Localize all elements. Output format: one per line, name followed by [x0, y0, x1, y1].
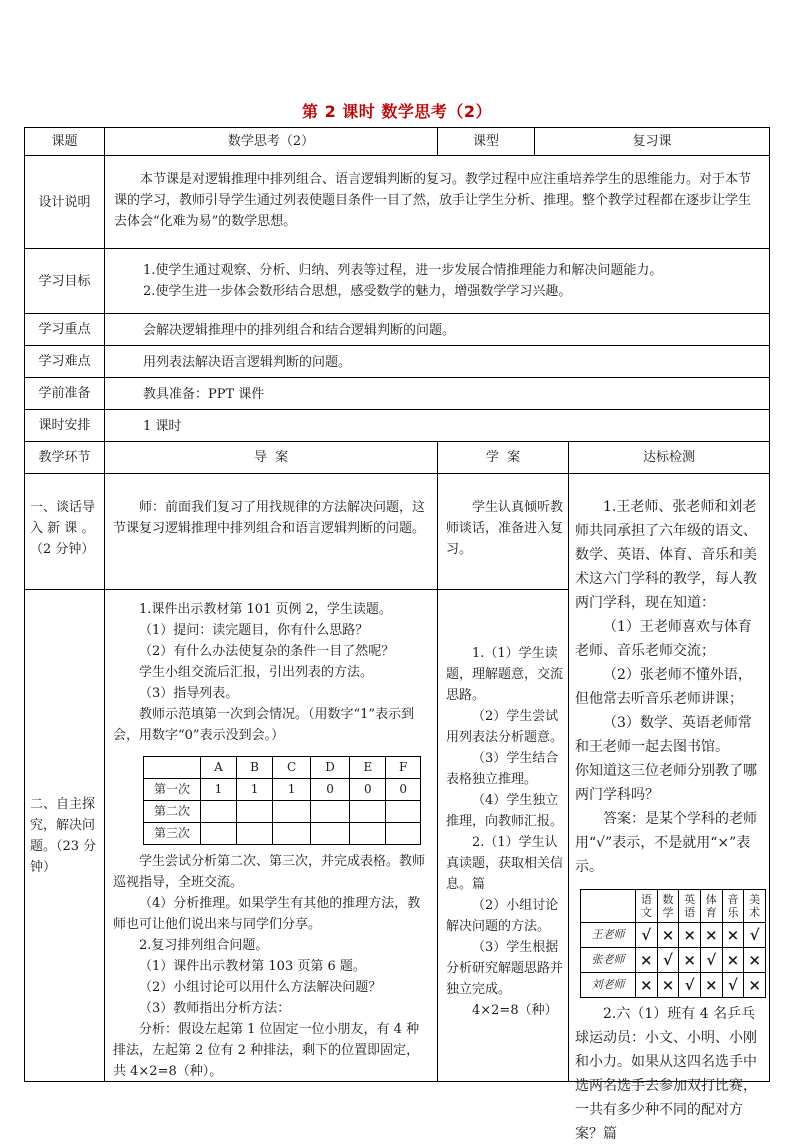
teacher-table-corner	[581, 890, 636, 923]
attendance-cell	[236, 801, 272, 823]
teacher-row-wang	[581, 923, 766, 948]
subject-english: 英语	[679, 890, 701, 923]
attendance-cell	[386, 801, 421, 823]
attendance-corner	[144, 757, 201, 779]
mark-cell: ×	[636, 948, 658, 973]
attendance-cell	[310, 801, 349, 823]
mark-cell: √	[744, 923, 766, 948]
key-label-cell	[24, 313, 105, 346]
type-label: 课型	[472, 134, 499, 149]
section2-stage: 二、自主探究，解决问题。（23 分钟）	[30, 796, 97, 875]
section2-study-cell	[437, 589, 569, 1082]
teacher-table-header	[581, 890, 766, 923]
section1-stage-cell	[24, 473, 105, 590]
check-cell	[568, 473, 770, 1142]
mark-cell: ×	[722, 948, 744, 973]
study-line-4: （4）学生独立推理，向教师汇报。	[446, 793, 564, 829]
check-q2: 2.六（1）班有 4 名乒乓球运动员：小文、小明、小刚和小力。如果从这四名选手中选两名选手去参加双打比赛，一共有多少种不同的配对方案？篇	[575, 1006, 757, 1142]
topic-label-cell	[24, 127, 105, 156]
teacher-name: 刘老师	[581, 973, 636, 998]
teacher-name: 张老师	[581, 948, 636, 973]
prep-text-cell	[104, 377, 770, 410]
study-line-6: （2）小组讨论解决问题的方法。	[446, 898, 559, 934]
mark-cell: ×	[700, 973, 722, 998]
attendance-row-label: 第一次	[144, 779, 201, 801]
attendance-row-1	[144, 779, 421, 801]
difficult-text: 用列表法解决语言逻辑判断的问题。	[143, 355, 352, 370]
section1-study: 学生认真倾听教师谈话，准备进入复习。	[446, 500, 564, 557]
check-q1-cond3: （3）数学、英语老师常和王老师一起去图书馆。	[575, 715, 752, 755]
check-q1-cond2: （2）张老师不懂外语，但他常去听音乐老师讲课；	[575, 667, 752, 707]
mark-cell: √	[700, 948, 722, 973]
type-value: 复习课	[632, 134, 672, 149]
attendance-col-c: C	[273, 757, 311, 779]
mark-cell: √	[679, 973, 701, 998]
schedule-text-cell	[104, 409, 770, 442]
section1-guide-cell	[104, 473, 438, 590]
attendance-cell	[386, 823, 421, 845]
mark-cell: ×	[657, 973, 679, 998]
guide-line-12: （3）教师指出分析方法：	[139, 1001, 291, 1016]
section1-guide: 师：前面我们复习了用找规律的方法解决问题，这节课复习逻辑推理中排列组合和语言逻辑判断的问题。	[113, 500, 426, 536]
attendance-cell	[350, 823, 386, 845]
attendance-col-f: F	[386, 757, 421, 779]
check-q1-question: 你知道这三位老师分别教了哪两门学科吗？	[575, 763, 757, 803]
study-line-5: 2.（1）学生认真读题，获取相关信息。篇	[446, 835, 564, 892]
guide-line-8: （4）分析推理。如果学生有其他的推理方法，教师也可让他们说出来与同学们分享。	[113, 896, 421, 932]
study-line-8: 4×2=8（种）	[472, 1003, 558, 1018]
guide-line-2: （1）提问：读完题目，你有什么思路？	[139, 623, 369, 638]
guide-line-6: 教师示范填第一次到会情况。（用数字“1”表示到会，用数字“0”表示没到会。）	[113, 707, 415, 743]
section1-study-cell	[437, 473, 569, 590]
key-label: 学习重点	[38, 322, 91, 337]
teacher-row-zhang	[581, 948, 766, 973]
check-q1-cond1: （1）王老师喜欢与体育老师、音乐老师交流；	[575, 619, 752, 659]
difficult-text-cell	[104, 345, 770, 378]
guide-line-11: （2）小组讨论可以用什么方法解决问题？	[139, 980, 382, 995]
attendance-cell: 0	[350, 779, 386, 801]
attendance-cell	[273, 801, 311, 823]
attendance-col-a: A	[201, 757, 237, 779]
attendance-cell	[350, 801, 386, 823]
goals-label: 学习目标	[38, 273, 91, 289]
attendance-cell: 0	[310, 779, 349, 801]
design-label-cell	[24, 155, 105, 249]
subject-music: 音乐	[722, 890, 744, 923]
goals-label-cell	[24, 248, 105, 314]
mark-cell: ×	[636, 973, 658, 998]
attendance-cell: 0	[386, 779, 421, 801]
subject-chinese: 语文	[636, 890, 658, 923]
goal-item-2: 2.使学生进一步体会数形结合思想，感受数学的魅力，增强数学学习兴趣。	[143, 284, 572, 299]
key-text-cell	[104, 313, 770, 346]
guide-line-5: （3）指导列表。	[139, 686, 239, 701]
mark-cell: √	[722, 973, 744, 998]
goal-item-1: 1.使学生通过观察、分析、归纳、列表等过程，进一步发展合情推理能力和解决问题能力。	[143, 263, 663, 278]
attendance-row-label: 第三次	[144, 823, 201, 845]
attendance-table	[143, 756, 421, 845]
schedule-label: 课时安排	[38, 418, 91, 433]
mark-cell: ×	[744, 948, 766, 973]
teacher-row-liu	[581, 973, 766, 998]
col-stage-header	[24, 441, 105, 474]
check-q1-intro: 1.王老师、张老师和刘老师共同承担了六年级的语文、数学、英语、体育、音乐和美术这六门学科的教学，每人教两门学科，现在知道：	[575, 499, 757, 611]
attendance-cell	[273, 823, 311, 845]
col-study-label: 学 案	[485, 450, 521, 465]
guide-line-9: 2.复习排列组合问题。	[139, 938, 269, 953]
attendance-cell	[236, 823, 272, 845]
col-study-header	[437, 441, 569, 474]
subject-art: 美术	[744, 890, 766, 923]
col-check-header	[568, 441, 770, 474]
col-guide-label: 导 案	[253, 450, 289, 465]
attendance-col-b: B	[236, 757, 272, 779]
mark-cell: ×	[700, 923, 722, 948]
guide-line-1: 1.课件出示教材第 101 页例 2，学生读题。	[139, 602, 392, 617]
attendance-row-3	[144, 823, 421, 845]
check-q1-answer: 答案：是某个学科的老师用“√”表示，不是就用“×”表示。	[575, 811, 757, 875]
type-label-cell	[437, 127, 535, 156]
attendance-col-e: E	[350, 757, 386, 779]
teacher-name: 王老师	[581, 923, 636, 948]
type-value-cell	[534, 127, 770, 156]
mark-cell: ×	[657, 923, 679, 948]
prep-label-cell	[24, 377, 105, 410]
attendance-cell	[201, 801, 237, 823]
study-line-3: （3）学生结合表格独立推理。	[446, 751, 559, 787]
col-check-label: 达标检测	[642, 450, 695, 465]
design-text-cell	[104, 155, 770, 249]
topic-label: 课题	[51, 134, 78, 149]
study-line-2: （2）学生尝试用列表法分析题意。	[446, 709, 564, 745]
attendance-cell: 1	[236, 779, 272, 801]
prep-text: 教具准备：PPT 课件	[143, 387, 265, 402]
prep-label: 学前准备	[38, 386, 91, 401]
col-stage-label: 教学环节	[38, 450, 91, 465]
subject-math: 数学	[657, 890, 679, 923]
design-label: 设计说明	[38, 194, 91, 210]
schedule-label-cell	[24, 409, 105, 442]
guide-line-4: 学生小组交流后汇报，引出列表的方法。	[139, 665, 374, 680]
attendance-header-row	[144, 757, 421, 779]
mark-cell: ×	[722, 923, 744, 948]
topic-value: 数学思考（2）	[227, 134, 315, 149]
section1-stage: 一、谈话导入 新 课 。（2 分钟）	[30, 500, 96, 557]
attendance-cell: 1	[273, 779, 311, 801]
mark-cell: √	[657, 948, 679, 973]
attendance-row-2	[144, 801, 421, 823]
attendance-cell	[310, 823, 349, 845]
study-line-7: （3）学生根据分析研究解题思路并独立完成。	[446, 940, 564, 997]
section2-guide-cell	[104, 589, 438, 1082]
study-line-1: 1.（1）学生读题，理解题意，交流思路。	[446, 646, 564, 703]
teacher-subject-table	[580, 889, 766, 998]
guide-line-3: （2）有什么办法使复杂的条件一目了然呢？	[139, 644, 395, 659]
difficult-label: 学习难点	[38, 354, 91, 369]
key-text: 会解决逻辑推理中的排列组合和结合逻辑判断的问题。	[143, 323, 456, 338]
col-guide-header	[104, 441, 438, 474]
attendance-cell: 1	[201, 779, 237, 801]
subject-pe: 体育	[700, 890, 722, 923]
mark-cell: ×	[679, 948, 701, 973]
mark-cell: ×	[679, 923, 701, 948]
goals-text-cell	[104, 248, 770, 314]
difficult-label-cell	[24, 345, 105, 378]
topic-value-cell	[104, 127, 438, 156]
guide-line-7: 学生尝试分析第二次、第三次，并完成表格。教师巡视指导，全班交流。	[113, 854, 426, 890]
guide-line-13: 分析：假设左起第 1 位固定一位小朋友，有 4 种排法，左起第 2 位有 2 种排法，剩下的位置即固定，共 4×2=8（种）。	[113, 1022, 420, 1079]
attendance-col-d: D	[310, 757, 349, 779]
design-text: 本节课是对逻辑推理中排列组合、语言逻辑判断的复习。教学过程中应注重培养学生的思维能力。对于本节课的学习，教师引导学生通过列表使题目条件一目了然，放手让学生分析、推理。整个教学过程都在逐步让学生去体会“化难为易”的数学思想。	[114, 172, 752, 229]
schedule-text: 1 课时	[143, 419, 182, 434]
guide-line-10: （1）课件出示教材第 103 页第 6 题。	[139, 959, 366, 974]
section2-stage-cell	[24, 589, 105, 1082]
mark-cell: ×	[744, 973, 766, 998]
attendance-row-label: 第二次	[144, 801, 201, 823]
mark-cell: √	[636, 923, 658, 948]
attendance-cell	[201, 823, 237, 845]
page-title: 第 2 课时 数学思考（2）	[302, 102, 492, 121]
